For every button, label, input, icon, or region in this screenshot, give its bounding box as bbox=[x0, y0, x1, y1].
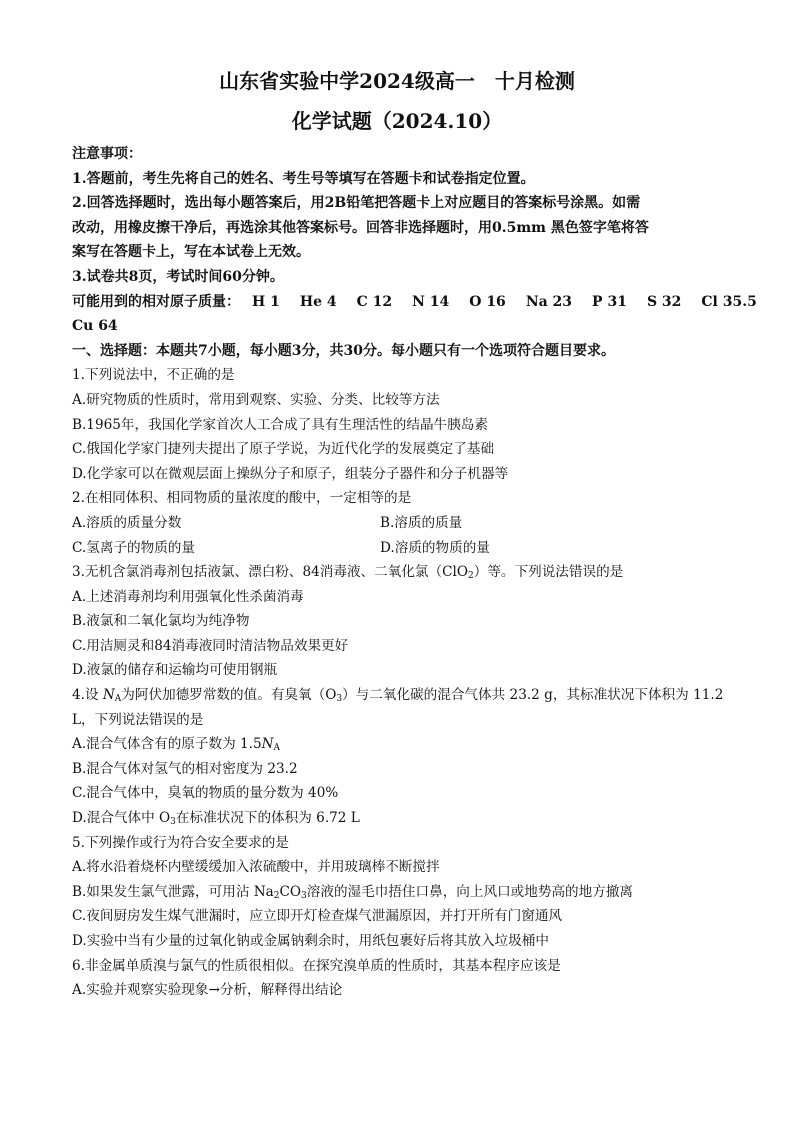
atomic-masses bbox=[72, 290, 757, 315]
atomic-mass-item: H 1 bbox=[252, 293, 280, 310]
option-text: D.混合气体中 O bbox=[72, 810, 171, 827]
option-a: A.上述消毒剂均利用强氧化性杀菌消毒 bbox=[72, 588, 304, 605]
atomic-mass-item: He 4 bbox=[299, 293, 337, 310]
avogadro-symbol: N bbox=[261, 736, 274, 753]
option-c: C.混合气体中，臭氧的物质的量分数为 40% bbox=[72, 785, 339, 802]
stem-part: ）与二氧化碳的混合气体共 23.2 g，其标准状况下体积为 11.2 bbox=[342, 687, 724, 704]
subscript: 3 bbox=[336, 694, 343, 705]
option-text: A.混合气体含有的原子数为 1.5 bbox=[72, 736, 262, 753]
option-b bbox=[72, 880, 722, 905]
atomic-masses-cont bbox=[72, 314, 722, 339]
stem-part: 为阿伏加德罗常数的值。有臭氧（O bbox=[121, 687, 337, 704]
option-b: B.1965年，我国化学家首次人工合成了具有生理活性的结晶牛胰岛素 bbox=[72, 416, 488, 433]
option-d: D.实验中当有少量的过氧化钠或金属钠剩余时，用纸包裹好后将其放入垃圾桶中 bbox=[72, 933, 549, 949]
subscript: 3 bbox=[301, 890, 307, 901]
section-heading: 一、选择题：本题共7小题，每小题3分，共30分。每小题只有一个选项符合题目要求。 bbox=[72, 342, 615, 359]
page-title: 山东省实验中学2024级高一 十月检测 bbox=[219, 69, 575, 93]
question-2 bbox=[72, 486, 722, 560]
note-item: 2.回答选择题时，选出每小题答案后，用2B铅笔把答题卡上对应题目的答案标号涂黑。如需 bbox=[72, 195, 641, 212]
page-subtitle: 化学试题（2024.10） bbox=[291, 109, 503, 133]
stem-part: 3.无机含氯消毒剂包括液氯、漂白粉、84消毒液、二氧化氯（ClO bbox=[72, 564, 469, 581]
subscript: 3 bbox=[170, 817, 176, 828]
option-b: B.混合气体对氢气的相对密度为 23.2 bbox=[72, 760, 298, 777]
option-row bbox=[72, 536, 722, 561]
option-b: B.液氯和二氧化氯均为纯净物 bbox=[72, 613, 250, 630]
subscript: A bbox=[273, 743, 281, 754]
stem-part: ）等。下列说法错误的是 bbox=[473, 564, 624, 581]
note-item: 案写在答题卡上，写在本试卷上无效。 bbox=[72, 244, 310, 261]
option-d bbox=[72, 806, 722, 831]
option-text: 在标准状况下的体积为 6.72 L bbox=[175, 810, 360, 827]
question-stem: 2.在相同体积、相同物质的量浓度的酸中，一定相等的是 bbox=[72, 490, 412, 507]
option-c: C.用洁厕灵和84消毒液同时清洁物品效果更好 bbox=[72, 637, 349, 654]
option-row bbox=[72, 511, 722, 536]
option-c: C.氢离子的物质的量 bbox=[72, 539, 195, 556]
option-b: B.溶质的质量 bbox=[380, 514, 463, 531]
atomic-mass-item: Cu 64 bbox=[72, 318, 118, 335]
stem-part: 4.设 bbox=[72, 687, 103, 704]
option-text: B.如果发生氯气泄露，可用沾 Na bbox=[72, 883, 274, 900]
question-5 bbox=[72, 831, 722, 954]
option-c: C.俄国化学家门捷列夫提出了原子学说，为近代化学的发展奠定了基础 bbox=[72, 441, 495, 458]
option-a: A.实验并观察实验现象→分析，解释得出结论 bbox=[72, 982, 343, 999]
question-4 bbox=[72, 683, 722, 831]
option-d: D.化学家可以在微观层面上操纵分子和原子，组装分子器件和分子机器等 bbox=[72, 465, 509, 482]
question-6 bbox=[72, 954, 722, 1003]
question-stem: 6.非金属单质溴与氯气的性质很相似。在探究溴单质的性质时，其基本程序应该是 bbox=[72, 957, 561, 974]
atomic-mass-item: N 14 bbox=[412, 293, 450, 310]
notes-heading: 注意事项： bbox=[72, 146, 142, 162]
note-item: 改动，用橡皮擦干净后，再选涂其他答案标号。回答非选择题时，用0.5mm 黑色签字笔将答 bbox=[72, 219, 649, 236]
question-stem bbox=[72, 683, 722, 708]
atomic-mass-item: P 31 bbox=[592, 293, 627, 310]
subscript: 2 bbox=[468, 571, 474, 582]
option-text: CO bbox=[279, 883, 302, 900]
question-stem: 5.下列操作或行为符合安全要求的是 bbox=[72, 834, 289, 851]
atomic-mass-item: O 16 bbox=[469, 293, 506, 310]
subscript: 2 bbox=[273, 890, 280, 901]
question-3 bbox=[72, 560, 722, 683]
question-stem-cont: L，下列说法错误的是 bbox=[72, 711, 204, 728]
option-d: D.溶质的物质的量 bbox=[380, 539, 490, 556]
option-a: A.溶质的质量分数 bbox=[72, 514, 182, 531]
atomic-masses-label: 可能用到的相对原子质量： bbox=[72, 293, 240, 310]
atomic-mass-item: Na 23 bbox=[525, 293, 573, 310]
atomic-mass-item: S 32 bbox=[646, 293, 682, 310]
option-a: A.将水沿着烧杯内壁缓缓加入浓硫酸中，并用玻璃棒不断搅拌 bbox=[72, 859, 440, 876]
subscript: A bbox=[114, 694, 122, 705]
note-item: 1.答题前，考生先将自己的姓名、考生号等填写在答题卡和试卷指定位置。 bbox=[72, 170, 535, 187]
atomic-mass-item: C 12 bbox=[356, 293, 393, 310]
option-d: D.液氯的储存和运输均可使用钢瓶 bbox=[72, 662, 278, 679]
question-stem bbox=[72, 560, 722, 585]
option-c: C.夜间厨房发生煤气泄漏时，应立即开灯检查煤气泄漏原因，并打开所有门窗通风 bbox=[72, 908, 563, 925]
atomic-mass-item: Cl 35.5 bbox=[701, 293, 757, 310]
option-text: 溶液的湿毛巾捂住口鼻，向上风口或地势高的地方撤离 bbox=[306, 883, 634, 900]
note-item: 3.试卷共8页，考试时间60分钟。 bbox=[72, 268, 284, 285]
notes-section bbox=[72, 142, 722, 290]
option-a: A.研究物质的性质时，常用到观察、实验、分类、比较等方法 bbox=[72, 391, 440, 408]
avogadro-symbol: N bbox=[102, 687, 115, 704]
option-a bbox=[72, 732, 722, 757]
question-1 bbox=[72, 363, 722, 486]
question-stem: 1.下列说法中，不正确的是 bbox=[72, 367, 235, 384]
